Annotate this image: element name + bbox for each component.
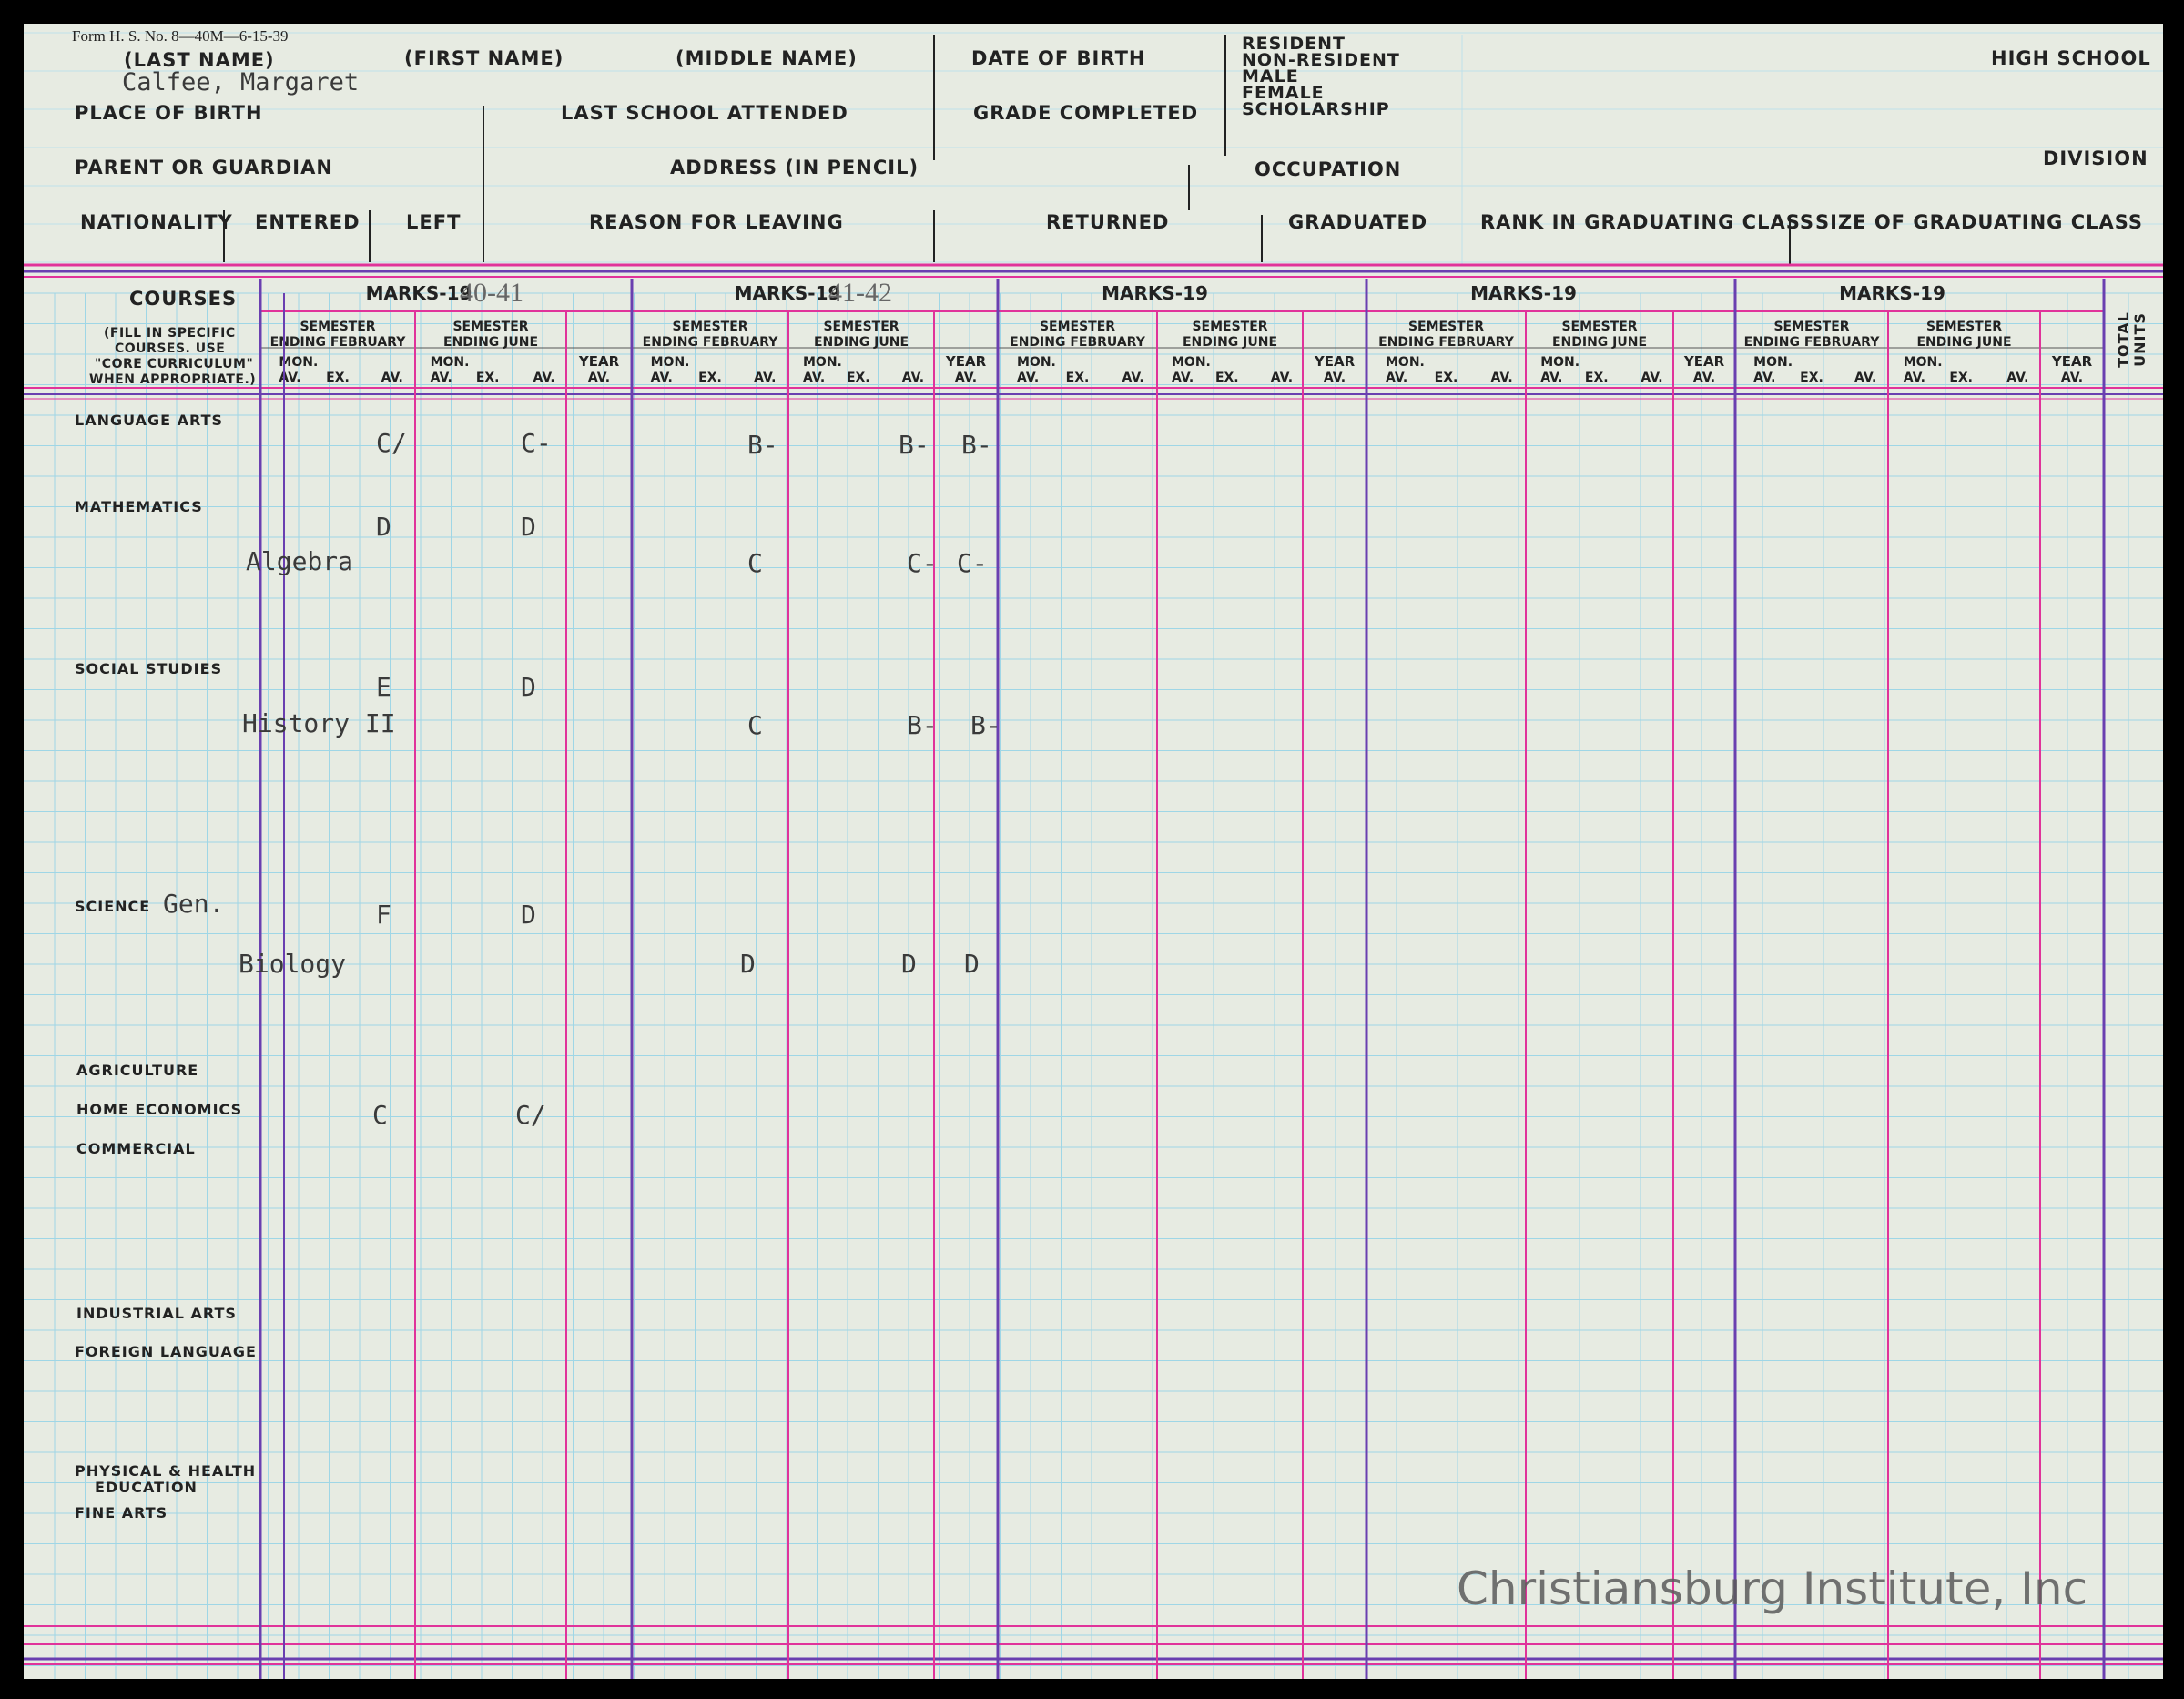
subject-commercial: COMMERCIAL	[76, 1140, 196, 1157]
block0-june-head-2: ENDING JUNE	[442, 335, 539, 350]
mark-bio-y2-year: D	[964, 949, 980, 979]
block2-feb-head-2: ENDING FEBRUARY	[1010, 335, 1145, 350]
status-non-resident: NON-RESIDENT	[1242, 50, 1400, 70]
watermark: Christiansburg Institute, Inc	[1457, 1562, 2088, 1615]
status-scholarship: SCHOLARSHIP	[1242, 99, 1390, 119]
subject-home-economics: HOME ECONOMICS	[76, 1101, 243, 1118]
student-name: Calfee, Margaret	[122, 68, 360, 97]
mark-soc-y1-june: D	[521, 672, 536, 702]
block4-june-head-1: SEMESTER	[1925, 320, 2003, 334]
block3-june-head-2: ENDING JUNE	[1551, 335, 1648, 350]
mark-bio-y2-feb: D	[740, 949, 756, 979]
block2-marks-label: MARKS-19	[1102, 282, 1208, 304]
block2-feb-head-1: SEMESTER	[1039, 320, 1116, 334]
block3-feb-head-2: ENDING FEBRUARY	[1378, 335, 1514, 350]
block4-feb-av: AV.	[1854, 371, 1877, 385]
place-of-birth-label: PLACE OF BIRTH	[75, 102, 263, 124]
block1-feb-ex: EX.	[698, 371, 722, 385]
last-school-label: LAST SCHOOL ATTENDED	[561, 102, 848, 124]
block4-feb-head-1: SEMESTER	[1773, 320, 1850, 334]
mark-lang-y2-june: B-	[899, 430, 929, 460]
nationality-label: NATIONALITY	[80, 211, 233, 233]
block0-feb-head-2: ENDING FEBRUARY	[269, 335, 406, 350]
block1-feb-mon-av: AV.	[650, 371, 673, 385]
subject-agriculture: AGRICULTURE	[76, 1062, 199, 1079]
block1-year-av: AV.	[954, 371, 978, 385]
block0-june-head-1: SEMESTER	[452, 320, 529, 334]
rank-label: RANK IN GRADUATING CLASS	[1480, 211, 1815, 233]
mark-soc-y1-feb: E	[376, 672, 391, 702]
status-male: MALE	[1242, 66, 1299, 86]
block3-feb-head-1: SEMESTER	[1407, 320, 1485, 334]
block3-feb-ex: EX.	[1434, 371, 1458, 385]
block4-june-mon-av: AV.	[1903, 371, 1925, 385]
mark-alg-y2-june: C-	[907, 548, 938, 578]
block2-june-av: AV.	[1270, 371, 1294, 385]
status-resident: RESIDENT	[1242, 34, 1346, 54]
block2-june-mon: MON.	[1172, 355, 1211, 370]
mark-math-y1-feb: D	[376, 512, 391, 542]
block0-year: YEAR	[578, 353, 620, 370]
block0-june-mon-av: AV.	[430, 371, 452, 385]
course-history: History II	[242, 708, 396, 738]
course-science-gen: Gen.	[163, 889, 225, 919]
block0-year-av: AV.	[587, 371, 611, 385]
total-units-label: TOTAL UNITS	[2115, 311, 2148, 368]
block1-feb-av: AV.	[754, 371, 777, 385]
block1-feb-head-2: ENDING FEBRUARY	[642, 335, 778, 350]
block1-june-mon-av: AV.	[803, 371, 826, 385]
subject-fine-arts: FINE ARTS	[75, 1504, 168, 1521]
address-label: ADDRESS (IN PENCIL)	[670, 157, 919, 178]
block4-year-av: AV.	[2060, 371, 2084, 385]
block3-june-ex: EX.	[1584, 371, 1609, 385]
form-number: Form H. S. No. 8—40M—6-15-39	[72, 27, 289, 45]
block4-june-head-2: ENDING JUNE	[1916, 335, 2012, 350]
courses-label: COURSES	[129, 288, 238, 310]
middle-name-label: (MIDDLE NAME)	[676, 47, 858, 69]
left-label: LEFT	[406, 211, 462, 233]
mark-hist-y2-year: B-	[970, 710, 1001, 740]
entered-label: ENTERED	[255, 211, 361, 233]
mark-alg-y2-year: C-	[957, 548, 988, 578]
block4-feb-head-2: ENDING FEBRUARY	[1743, 335, 1880, 350]
graduated-label: GRADUATED	[1288, 211, 1428, 233]
mark-hist-y2-feb: C	[747, 710, 763, 740]
subject-foreign-language: FOREIGN LANGUAGE	[75, 1343, 257, 1360]
status-female: FEMALE	[1242, 83, 1325, 103]
block1-june-head-1: SEMESTER	[823, 320, 899, 334]
course-algebra: Algebra	[246, 546, 354, 576]
last-name-label: (LAST NAME)	[124, 49, 275, 71]
block0-feb-head-1: SEMESTER	[300, 320, 376, 334]
block4-feb-mon-av: AV.	[1753, 371, 1776, 385]
block3-june-head-1: SEMESTER	[1561, 320, 1638, 334]
block2-june-head-1: SEMESTER	[1192, 320, 1268, 334]
block1-year: YEAR	[945, 353, 987, 370]
block2-year: YEAR	[1314, 353, 1356, 370]
block1-june-mon: MON.	[803, 355, 842, 370]
block0-feb-av: AV.	[381, 371, 403, 385]
mark-lang-y2-year: B-	[961, 430, 992, 460]
block4-feb-ex: EX.	[1800, 371, 1823, 385]
courses-note-4: WHEN APPROPRIATE.)	[89, 372, 257, 387]
block3-june-mon-av: AV.	[1540, 371, 1563, 385]
mark-lang-y1-feb: C/	[376, 428, 407, 458]
high-school-label: HIGH SCHOOL	[1991, 47, 2151, 69]
grade-completed-label: GRADE COMPLETED	[973, 102, 1199, 124]
ruled-grid	[24, 24, 2163, 1679]
subject-physical-health: PHYSICAL & HEALTH	[75, 1462, 257, 1480]
block3-year: YEAR	[1683, 353, 1725, 370]
block4-june-mon: MON.	[1903, 355, 1943, 370]
first-name-label: (FIRST NAME)	[404, 47, 564, 69]
block1-feb-head-1: SEMESTER	[672, 320, 748, 334]
mark-hist-y2-june: B-	[907, 710, 938, 740]
mark-sci-y1-june: D	[521, 900, 536, 930]
block3-feb-av: AV.	[1490, 371, 1513, 385]
block1-marks-label: MARKS-19	[734, 282, 841, 304]
block2-feb-av: AV.	[1122, 371, 1144, 385]
block2-year-av: AV.	[1323, 371, 1346, 385]
mark-lang-y1-june: C-	[521, 428, 552, 458]
returned-label: RETURNED	[1046, 211, 1170, 233]
block3-june-av: AV.	[1641, 371, 1663, 385]
subject-industrial-arts: INDUSTRIAL ARTS	[76, 1305, 237, 1322]
block2-feb-ex: EX.	[1065, 371, 1090, 385]
block0-feb-mon: MON.	[279, 355, 319, 370]
block1-june-head-2: ENDING JUNE	[813, 335, 909, 350]
block3-marks-label: MARKS-19	[1470, 282, 1577, 304]
subject-education: EDUCATION	[95, 1479, 198, 1496]
reason-label: REASON FOR LEAVING	[589, 211, 844, 233]
block4-june-ex: EX.	[1949, 371, 1974, 385]
block0-june-ex: EX.	[475, 371, 500, 385]
courses-note-1: (FILL IN SPECIFIC	[104, 326, 236, 341]
block4-feb-mon: MON.	[1753, 355, 1793, 370]
occupation-label: OCCUPATION	[1255, 158, 1402, 180]
block2-june-ex: EX.	[1214, 371, 1239, 385]
courses-note-3: "CORE CURRICULUM"	[95, 357, 254, 371]
record-card	[24, 24, 2163, 1679]
block0-feb-ex: EX.	[326, 371, 350, 385]
block0-feb-mon-av: AV.	[279, 371, 301, 385]
block2-june-head-2: ENDING JUNE	[1182, 335, 1278, 350]
block0-year-hand: 40-41	[460, 278, 523, 308]
subject-language-arts: LANGUAGE ARTS	[75, 412, 224, 429]
mark-bio-y2-june: D	[901, 949, 917, 979]
block4-year: YEAR	[2051, 353, 2093, 370]
subject-mathematics: MATHEMATICS	[75, 498, 203, 515]
mark-home-y1-feb: C	[372, 1100, 388, 1130]
block4-june-av: AV.	[2006, 371, 2029, 385]
mark-home-y1-june: C/	[515, 1100, 546, 1130]
subject-science: SCIENCE	[75, 898, 151, 915]
block4-marks-label: MARKS-19	[1839, 282, 1945, 304]
division-label: DIVISION	[2043, 148, 2148, 169]
block0-marks-label: MARKS-19	[365, 282, 472, 304]
block3-feb-mon-av: AV.	[1386, 371, 1408, 385]
date-of-birth-label: DATE OF BIRTH	[971, 47, 1146, 69]
block1-year-hand: 41-42	[828, 278, 892, 308]
block2-feb-mon: MON.	[1017, 355, 1056, 370]
block3-feb-mon: MON.	[1386, 355, 1425, 370]
mark-sci-y1-feb: F	[376, 900, 391, 930]
block3-year-av: AV.	[1692, 371, 1716, 385]
mark-lang-y2-feb: B-	[747, 430, 778, 460]
block1-june-ex: EX.	[846, 371, 870, 385]
block2-june-mon-av: AV.	[1172, 371, 1194, 385]
parent-label: PARENT OR GUARDIAN	[75, 157, 333, 178]
block2-feb-mon-av: AV.	[1017, 371, 1040, 385]
mark-math-y1-june: D	[521, 512, 536, 542]
block0-june-av: AV.	[533, 371, 555, 385]
subject-social-studies: SOCIAL STUDIES	[75, 660, 223, 677]
block1-feb-mon: MON.	[650, 355, 690, 370]
block1-june-av: AV.	[901, 371, 925, 385]
block3-june-mon: MON.	[1540, 355, 1580, 370]
courses-note-2: COURSES. USE	[115, 341, 226, 356]
block0-june-mon: MON.	[430, 355, 470, 370]
course-biology: Biology	[239, 949, 347, 979]
size-label: SIZE OF GRADUATING CLASS	[1815, 211, 2144, 233]
mark-alg-y2-feb: C	[747, 548, 763, 578]
